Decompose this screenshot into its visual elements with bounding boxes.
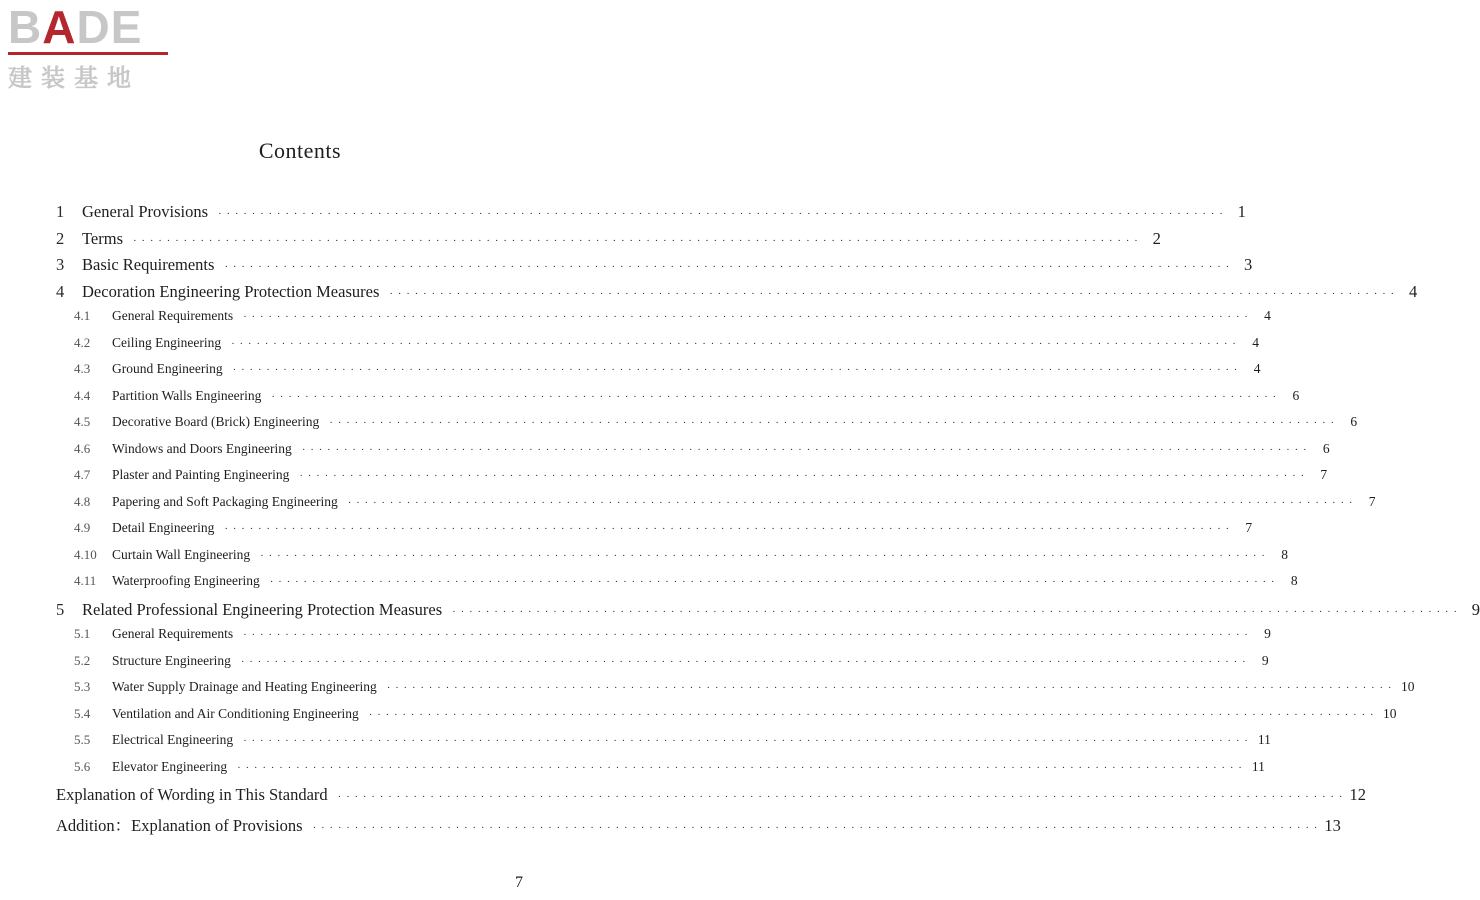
toc-entry-number: 1 [56, 202, 65, 221]
toc-entry-number: 3 [56, 255, 65, 274]
toc-entry [56, 255, 1253, 282]
toc-entry-label: General Requirements [112, 626, 234, 641]
toc-entry-number: 4 [56, 281, 65, 301]
toc-entry-number: 4.6 [74, 440, 91, 456]
toc-entry-page: 3 [1244, 255, 1253, 274]
toc-entry-page: 2 [1152, 228, 1161, 248]
toc-entry-page: 6 [1322, 440, 1330, 456]
toc-entry-page: 8 [1281, 546, 1288, 562]
toc-entry [56, 732, 1271, 759]
logo-chinese-text: 建装基地 [8, 64, 140, 92]
toc-entry-page: 10 [1401, 679, 1415, 694]
toc-entry-page: 10 [1383, 705, 1397, 721]
toc-leader-dots: · · · · · · · · · · · · · · · · · · · · · · · · · · · · · · · · · · · · · · · · · · · · · · · · · · · · · · · · · · · · · · · · · · · · · · · · · · · · · · · · · · · · · · · · · · · · · · · · · · · · · · · · · · · · · · · · · · · · · · · · [231, 337, 1237, 350]
toc-leader-dots: · · · · · · · · · · · · · · · · · · · · · · · · · · · · · · · · · · · · · · · · · · · · · · · · · · · · · · · · · · · · · · · · · · · · · · · · · · · · · · · · · · · · · · · · · · · · · · · · · · · · · · · · · · · · · · · · · · · · · · · · [312, 821, 1319, 834]
toc-leader-dots: · · · · · · · · · · · · · · · · · · · · · · · · · · · · · · · · · · · · · · · · · · · · · · · · · · · · · · · · · · · · · · · · · · · · · · · · · · · · · · · · · · · · · · · · · · · · · · · · · · · · · · · · · · · · · · · · · · · · · · · · [224, 523, 1231, 535]
toc-entry-page: 7 [1320, 467, 1328, 482]
toc-entry-label: Elevator Engineering [112, 758, 228, 774]
toc-entry [56, 679, 1415, 706]
toc-entry-number: 4.1 [74, 308, 91, 323]
toc-leader-dots: · · · · · · · · · · · · · · · · · · · · · · · · · · · · · · · · · · · · · · · · · · · · · · · · · · · · · · · · · · · · · · · · · · · · · · · · · · · · · · · · · · · · · · · · · · · · · · · · · · · · · · · · · · · · · · · · · · · · · · · · [243, 735, 1249, 747]
toc-entry-label: Windows and Doors Engineering [112, 440, 292, 456]
toc-entry-label: Terms [82, 228, 124, 248]
toc-entry-number: 4.3 [74, 361, 91, 376]
toc-entry-label: Ventilation and Air Conditioning Engineering [112, 705, 359, 721]
toc-entry-number: 5.6 [74, 758, 91, 774]
toc-leader-dots: · · · · · · · · · · · · · · · · · · · · · · · · · · · · · · · · · · · · · · · · · · · · · · · · · · · · · · · · · · · · · · · · · · · · · · · · · · · · · · · · · · · · · · · · · · · · · · · · · · · · · · · · · · · · · · · · · · · · · · · · [224, 261, 1231, 273]
toc-entry-label: Explanation of Wording in This Standard [56, 785, 328, 804]
toc-entry-page: 6 [1292, 387, 1300, 403]
toc-entry [56, 812, 1341, 839]
toc-entry [56, 493, 1376, 521]
logo-wordmark: BADE [8, 1, 143, 53]
toc-entry-page: 11 [1257, 732, 1271, 747]
toc-entry-label: Detail Engineering [112, 520, 215, 535]
toc-entry [56, 387, 1300, 415]
toc-entry [56, 361, 1261, 388]
toc-entry-label: Structure Engineering [112, 652, 231, 668]
toc-entry [56, 228, 1161, 256]
toc-entry-page: 7 [1368, 493, 1376, 509]
toc-entry-page: 4 [1408, 281, 1418, 301]
toc-entry-number: 4.8 [74, 493, 91, 509]
toc-entry-number: 4.9 [74, 520, 91, 535]
toc-entry [56, 520, 1253, 547]
toc-leader-dots: · · · · · · · · · · · · · · · · · · · · · · · · · · · · · · · · · · · · · · · · · · · · · · · · · · · · · · · · · · · · · · · · · · · · · · · · · · · · · · · · · · · · · · · · · · · · · · · · · · · · · · · · · · · · · · · · · · · · · · · · [301, 443, 1308, 456]
page-title: Contents [258, 138, 342, 163]
table-of-contents [56, 202, 1480, 838]
toc-entry [56, 705, 1397, 733]
toc-entry-page: 4 [1253, 361, 1261, 376]
toc-leader-dots: · · · · · · · · · · · · · · · · · · · · · · · · · · · · · · · · · · · · · · · · · · · · · · · · · · · · · · · · · · · · · · · · · · · · · · · · · · · · · · · · · · · · · · · · · · · · · · · · · · · · · · · · · · · · · · · · · · · · · · · · [269, 576, 1276, 588]
toc-leader-dots: · · · · · · · · · · · · · · · · · · · · · · · · · · · · · · · · · · · · · · · · · · · · · · · · · · · · · · · · · · · · · · · · · · · · · · · · · · · · · · · · · · · · · · · · · · · · · · · · · · · · · · · · · · · · · · · · · · · · · · · · [218, 208, 1224, 220]
toc-leader-dots: · · · · · · · · · · · · · · · · · · · · · · · · · · · · · · · · · · · · · · · · · · · · · · · · · · · · · · · · · · · · · · · · · · · · · · · · · · · · · · · · · · · · · · · · · · · · · · · · · · · · · · · · · · · · · · · · · · · · · · · · [329, 417, 1336, 429]
toc-entry-label: Electrical Engineering [112, 732, 234, 747]
toc-entry-number: 4.7 [74, 467, 91, 482]
toc-entry-number: 4.11 [74, 573, 97, 588]
toc-entry [56, 308, 1271, 335]
toc-entry-label: General Requirements [112, 308, 234, 323]
toc-leader-dots: · · · · · · · · · · · · · · · · · · · · · · · · · · · · · · · · · · · · · · · · · · · · · · · · · · · · · · · · · · · · · · · · · · · · · · · · · · · · · · · · · · · · · · · · · · · · · · · · · · · · · · · · · · · · · · · · · · · · · · · · [452, 605, 1458, 618]
toc-entry-number: 4.10 [74, 546, 97, 562]
toc-entry-page: 4 [1252, 334, 1259, 350]
toc-leader-dots: · · · · · · · · · · · · · · · · · · · · · · · · · · · · · · · · · · · · · · · · · · · · · · · · · · · · · · · · · · · · · · · · · · · · · · · · · · · · · · · · · · · · · · · · · · · · · · · · · · · · · · · · · · · · · · · · · · · · · · · · [271, 390, 1278, 403]
toc-entry-label: Ground Engineering [112, 361, 223, 376]
toc-entry-number: 5.5 [74, 732, 91, 747]
toc-entry-page: 13 [1324, 815, 1341, 835]
toc-entry-label: Curtain Wall Engineering [112, 546, 251, 562]
logo [8, 1, 178, 93]
toc-leader-dots: · · · · · · · · · · · · · · · · · · · · · · · · · · · · · · · · · · · · · · · · · · · · · · · · · · · · · · · · · · · · · · · · · · · · · · · · · · · · · · · · · · · · · · · · · · · · · · · · · · · · · · · · · · · · · · · · · · · · · · · · [260, 549, 1266, 562]
toc-entry [56, 573, 1298, 600]
toc-entry-number: 4.5 [74, 414, 91, 429]
toc-leader-dots: · · · · · · · · · · · · · · · · · · · · · · · · · · · · · · · · · · · · · · · · · · · · · · · · · · · · · · · · · · · · · · · · · · · · · · · · · · · · · · · · · · · · · · · · · · · · · · · · · · · · · · · · · · · · · · · · · · · · · · · · [299, 470, 1306, 482]
toc-entry-number: 5.2 [74, 652, 91, 668]
toc-entry [56, 599, 1480, 627]
toc-entry-page: 12 [1349, 785, 1366, 804]
toc-entry-number: 5.1 [74, 626, 91, 641]
toc-leader-dots: · · · · · · · · · · · · · · · · · · · · · · · · · · · · · · · · · · · · · · · · · · · · · · · · · · · · · · · · · · · · · · · · · · · · · · · · · · · · · · · · · · · · · · · · · · · · · · · · · · · · · · · · · · · · · · · · · · · · · · · · [240, 655, 1247, 668]
toc-entry-label: Basic Requirements [82, 255, 215, 274]
toc-entry [56, 546, 1288, 574]
toc-entry [56, 785, 1366, 812]
toc-leader-dots: · · · · · · · · · · · · · · · · · · · · · · · · · · · · · · · · · · · · · · · · · · · · · · · · · · · · · · · · · · · · · · · · · · · · · · · · · · · · · · · · · · · · · · · · · · · · · · · · · · · · · · · · · · · · · · · · · · · · · · · · [243, 311, 1249, 323]
toc-leader-dots: · · · · · · · · · · · · · · · · · · · · · · · · · · · · · · · · · · · · · · · · · · · · · · · · · · · · · · · · · · · · · · · · · · · · · · · · · · · · · · · · · · · · · · · · · · · · · · · · · · · · · · · · · · · · · · · · · · · · · · · · [243, 629, 1249, 641]
toc-leader-dots: · · · · · · · · · · · · · · · · · · · · · · · · · · · · · · · · · · · · · · · · · · · · · · · · · · · · · · · · · · · · · · · · · · · · · · · · · · · · · · · · · · · · · · · · · · · · · · · · · · · · · · · · · · · · · · · · · · · · · · · · [337, 791, 1344, 803]
toc-leader-dots: · · · · · · · · · · · · · · · · · · · · · · · · · · · · · · · · · · · · · · · · · · · · · · · · · · · · · · · · · · · · · · · · · · · · · · · · · · · · · · · · · · · · · · · · · · · · · · · · · · · · · · · · · · · · · · · · · · · · · · · · [368, 708, 1375, 721]
toc-entry-page: 6 [1350, 414, 1358, 429]
toc-entry [56, 414, 1358, 441]
toc-leader-dots: · · · · · · · · · · · · · · · · · · · · · · · · · · · · · · · · · · · · · · · · · · · · · · · · · · · · · · · · · · · · · · · · · · · · · · · · · · · · · · · · · · · · · · · · · · · · · · · · · · · · · · · · · · · · · · · · · · · · · · · · [347, 496, 1354, 509]
toc-entry-label: Related Professional Engineering Protection Measures [82, 599, 443, 619]
toc-entry-number: 4.2 [74, 334, 91, 350]
toc-entry [56, 440, 1330, 468]
toc-leader-dots: · · · · · · · · · · · · · · · · · · · · · · · · · · · · · · · · · · · · · · · · · · · · · · · · · · · · · · · · · · · · · · · · · · · · · · · · · · · · · · · · · · · · · · · · · · · · · · · · · · · · · · · · · · · · · · · · · · · · · · · · [386, 682, 1393, 694]
toc-entry-label: Decorative Board (Brick) Engineering [112, 414, 320, 429]
toc-leader-dots: · · · · · · · · · · · · · · · · · · · · · · · · · · · · · · · · · · · · · · · · · · · · · · · · · · · · · · · · · · · · · · · · · · · · · · · · · · · · · · · · · · · · · · · · · · · · · · · · · · · · · · · · · · · · · · · · · · · · · · · · [237, 761, 1243, 774]
toc-entry-label: General Provisions [82, 202, 209, 221]
toc-entry-label: Waterproofing Engineering [112, 573, 260, 588]
toc-entry-page: 1 [1237, 202, 1246, 221]
toc-entry [56, 202, 1246, 229]
toc-entry-number: 2 [56, 228, 65, 248]
toc-entry-number: 5.3 [74, 679, 91, 694]
toc-entry-number: 5.4 [74, 705, 91, 721]
toc-entry-number: 4.4 [74, 387, 91, 403]
toc-entry-page: 9 [1471, 599, 1480, 619]
toc-leader-dots: · · · · · · · · · · · · · · · · · · · · · · · · · · · · · · · · · · · · · · · · · · · · · · · · · · · · · · · · · · · · · · · · · · · · · · · · · · · · · · · · · · · · · · · · · · · · · · · · · · · · · · · · · · · · · · · · · · · · · · · · [232, 364, 1239, 376]
toc-entry-label: Ceiling Engineering [112, 334, 222, 350]
toc-entry-label: Plaster and Painting Engineering [112, 467, 290, 482]
toc-leader-dots: · · · · · · · · · · · · · · · · · · · · · · · · · · · · · · · · · · · · · · · · · · · · · · · · · · · · · · · · · · · · · · · · · · · · · · · · · · · · · · · · · · · · · · · · · · · · · · · · · · · · · · · · · · · · · · · · · · · · · · · · [389, 287, 1396, 300]
toc-entry [56, 626, 1271, 653]
toc-entry-page: 9 [1264, 626, 1271, 641]
toc-entry-label: Partition Walls Engineering [112, 387, 262, 403]
toc-entry-page: 4 [1264, 308, 1271, 323]
page-number: 7 [515, 874, 523, 891]
toc-entry-label: Addition：Explanation of Provisions [56, 815, 303, 835]
toc-entry-label: Decoration Engineering Protection Measures [82, 281, 380, 301]
toc-entry-number: 5 [56, 599, 65, 619]
toc-entry-page: 11 [1251, 758, 1265, 774]
toc-entry-label: Water Supply Drainage and Heating Engineering [112, 679, 377, 694]
toc-entry [56, 467, 1328, 494]
toc-entry-page: 8 [1290, 573, 1298, 588]
toc-entry [56, 758, 1265, 786]
toc-entry-page: 9 [1261, 652, 1269, 668]
toc-leader-dots: · · · · · · · · · · · · · · · · · · · · · · · · · · · · · · · · · · · · · · · · · · · · · · · · · · · · · · · · · · · · · · · · · · · · · · · · · · · · · · · · · · · · · · · · · · · · · · · · · · · · · · · · · · · · · · · · · · · · · · · · [133, 234, 1139, 247]
toc-entry [56, 281, 1418, 309]
toc-entry-label: Papering and Soft Packaging Engineering [112, 493, 338, 509]
toc-entry-page: 7 [1245, 520, 1253, 535]
toc-entry [56, 334, 1259, 362]
toc-entry [56, 652, 1269, 680]
